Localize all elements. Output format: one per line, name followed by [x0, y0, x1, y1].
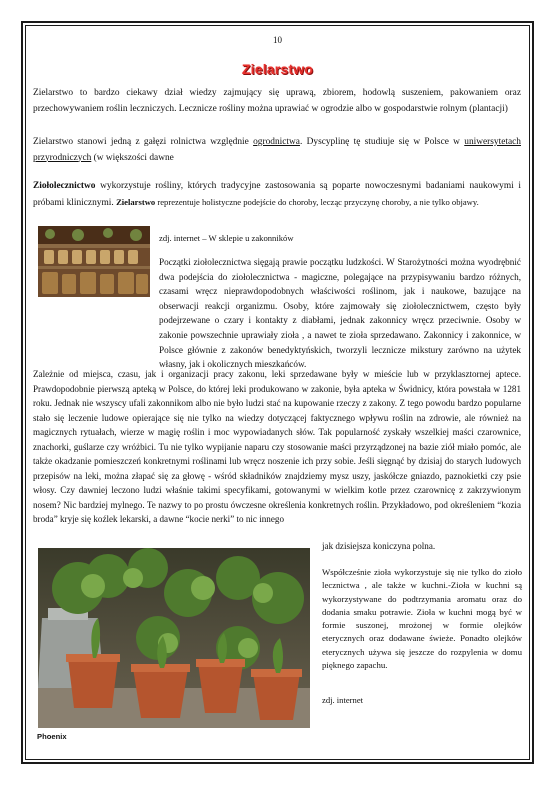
image2-source: zdj. internet	[322, 695, 364, 705]
article-title: Zielarstwo	[241, 61, 314, 77]
herb-shop-photo	[38, 226, 150, 297]
cooking-paragraph: Współcześnie zioła wykorzystuje się nie tylko do zioło lecznictwa , ale także w kuchni.-Zioła w kuchni są wykorzystywane do podtrzymania aromatu oraz do dodania smaku potrawie. Zioła w kuchni mogą być w formie suszonej, mrożonej w formie olejków eterycznych oraz dodawane świeże. Ponadto olejków eterycznych używa się jeszcze do rozpylenia w domu pięknego zapachu.	[322, 567, 522, 671]
history-paragraph-wrap	[159, 255, 521, 372]
image1-caption: zdj. internet – W sklepie u zakonników	[159, 233, 294, 243]
herbalism-paragraph: Ziołolecznictwo wykorzystuje rośliny, których tradycyjne zastosowania są poparte nowoczesnymi badaniami naukowymi i próbami klinicznymi. Zielarstwo reprezentuje holistyczne podejście do choroby, lecząc przyczynę choroby, a nie tylko objawy.	[33, 181, 521, 208]
page-number: 10	[273, 35, 282, 45]
pharmacy-paragraph-tail: jak dzisiejsza koniczyna polna.	[322, 541, 436, 551]
link-uniwersytety[interactable]: uniwersytetach przyrodniczych	[33, 137, 521, 163]
history-paragraph: Początki ziołolecznictwa sięgają prawie początku ludzkości. W Starożytności można wyodrębnić dwa podejścia do ziołolecznictwa - magiczne, polegające na przypisywaniu bardzo różnych, czasami wręcz nieprawdopodobnych właściwości roślinom, jak i naukowe, bazujące na obserwacji reakcji organizmu. Osoby, które zajmowały się ziołolecznictwem, często były podejrzewane o czary i kontakty z diabłami, jednak zakonnicy wręcz przeciwnie. Osoby w zakonie powszechnie uprawiały zioła , a nawet te zioła sprzedawano. Zakonnicy i zakonnice, w Polsce głównie z zakonów benedyktyńskich, tworzyli lecznicze mikstury zarówno na użytek własny, jak i okolicznych mieszkańców.	[159, 257, 521, 370]
pharmacy-paragraph: Zależnie od miejsca, czasu, jak i organizacji pracy zakonu, leki sprzedawane były w mieście lub w przyklasztornej aptece. Prawdopodobnie pierwszą apteką w Polsce, do której leki produkowano w zakonie, była apteka w Świdnicy, która powstała w 1281 roku. Jednak nie wszyscy ufali zakonnikom albo nie było ludzi stać na kupowanie rzeczy z zakony. Z tego powodu bardzo popularne stało się leczenie ludowe opierające się nie tylko na wiedzy dotyczącej faktycznego wpływu roślin na zdrowie, ale również na magicznych rytuałach, wierze w magię roślin i moc wypowiadanych słów. Tak popularność zyskały wszelkiej maści czarownice, znachorki, guślarze czy wróżbici. Tu nie tylko wypijanie naparu czy stosowanie maści przyrządzonej na bazie ziół miało pomóc, ale także okadzanie pomieszczeń konkretnymi roślinami lub wręcz noszenie ich przy sobie. Jeśli sięgnąć by dzisiaj do starych ludowych przepisów na leki, można złapać się za głowę - wśród składników znajdziemy mysz uszy, jaskółcze gniazdo, paznokietki czy psie włosy. Czy dawniej leczono ludzi właśnie takimi specyfikami, gotowanymi w wielkim kotle przez czarownicę z zakrzywionym nosem? Nic bardziej mylnego. Te nazwy to po prostu ówczesne określenia konkretnych roślin. Przykładowo, pod określeniem “kozia broda” kryje się koźlek lekarski, a dawne “kocie nerki” to nic innego	[33, 369, 521, 524]
author-signature: Phoenix	[37, 732, 67, 741]
link-ogrodnictwa[interactable]: ogrodnictwa	[253, 137, 300, 147]
discipline-paragraph: Zielarstwo stanowi jedną z gałęzi rolnictwa względnie ogrodnictwa. Dyscyplinę tę studiuje się w Polsce w uniwersytetach przyrodniczych (w większości dawne	[33, 137, 521, 163]
intro-paragraph: Zielarstwo to bardzo ciekawy dział wiedzy zajmujący się uprawą, zbiorem, hodowlą suszeniem, pakowaniem oraz przechowywaniem roślin leczniczych. Lecznicze rośliny można uprawiać w ogrodzie albo w gospodarstwie rolnym (plantacji)	[33, 88, 521, 114]
potted-herbs-photo	[38, 548, 310, 728]
